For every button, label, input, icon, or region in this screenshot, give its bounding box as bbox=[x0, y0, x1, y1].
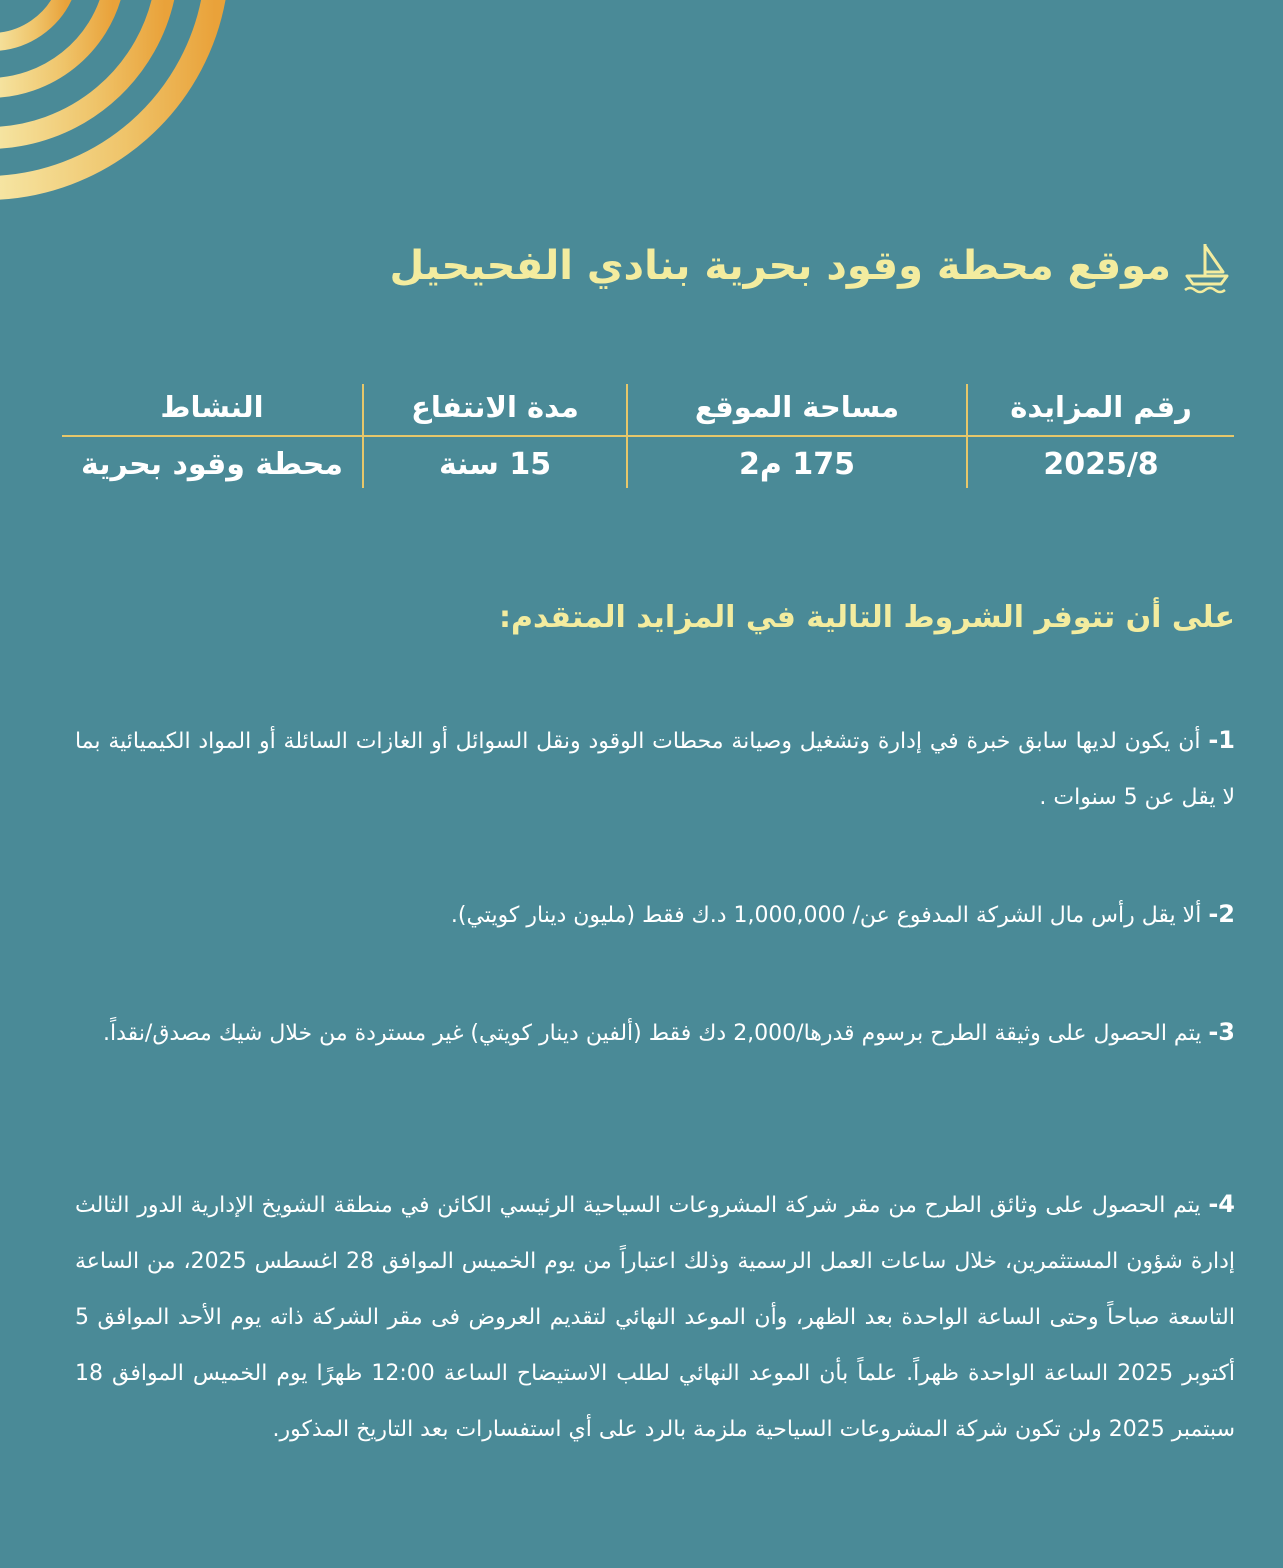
condition-item-2 bbox=[75, 886, 1235, 944]
condition-number: 1- bbox=[1208, 726, 1235, 754]
condition-text: يتم الحصول على وثيقة الطرح برسوم قدرها/2,000 دك فقط (ألفين دينار كويتي) غير مستردة من خلال شيك مصدق/نقداً. bbox=[103, 1021, 1202, 1046]
value-usage-period: 15 سنة bbox=[438, 447, 552, 482]
column-usage-period bbox=[364, 380, 626, 490]
column-activity bbox=[62, 380, 362, 490]
condition-text: ألا يقل رأس مال الشركة المدفوع عن/ 1,000,000 د.ك فقط (مليون دينار كويتي). bbox=[450, 903, 1202, 928]
auction-info-table bbox=[62, 380, 1234, 490]
condition-text: أن يكون لديها سابق خبرة في إدارة وتشغيل وصيانة محطات الوقود ونقل السوائل أو الغازات السائلة أو المواد الكيميائية بما لا يقل عن 5 سنوات . bbox=[75, 729, 1235, 810]
condition-number: 2- bbox=[1208, 900, 1235, 928]
condition-text: يتم الحصول على وثائق الطرح من مقر شركة المشروعات السياحية الرئيسي الكائن في منطقة الشويخ الإدارية الدور الثالث إدارة شؤون المستثمرين، خلال ساعات العمل الرسمية وذلك اعتباراً من يوم الخميس الموافق 28 اغسطس 2025، من الساعة التاسعة صباحاً وحتى الساعة الواحدة بعد الظهر، وأن الموعد النهائي لتقديم العروض فى مقر الشركة ذاته يوم الأحد الموافق 5 أكتوبر 2025 الساعة الواحدة ظهراً. علماً بأن الموعد النهائي لطلب الاستيضاح الساعة 12:00 ظهرًا يوم الخميس الموافق 18 سبتمبر 2025 ولن تكون شركة المشروعات السياحية ملزمة بالرد على أي استفسارات بعد التاريخ المذكور. bbox=[75, 1193, 1235, 1442]
conditions-heading: على أن تتوفر الشروط التالية في المزايد المتقدم: bbox=[498, 600, 1235, 635]
value-site-area: 175 م2 bbox=[739, 447, 855, 482]
page-title: موقع محطة وقود بحرية بنادي الفحيحيل bbox=[389, 243, 1171, 289]
column-auction-number bbox=[968, 380, 1234, 490]
header-site-area: مساحة الموقع bbox=[694, 390, 900, 424]
condition-item-4 bbox=[75, 1176, 1235, 1458]
column-site-area bbox=[628, 380, 966, 490]
arc-logo-icon bbox=[0, 0, 240, 200]
condition-item-3 bbox=[75, 1004, 1235, 1062]
header-activity: النشاط bbox=[160, 390, 264, 424]
value-auction-number: 2025/8 bbox=[1043, 447, 1159, 482]
value-activity: محطة وقود بحرية bbox=[81, 447, 344, 482]
column-divider bbox=[362, 384, 364, 488]
condition-number: 4- bbox=[1208, 1190, 1235, 1218]
header-usage-period: مدة الانتفاع bbox=[411, 390, 579, 424]
title-row bbox=[389, 238, 1235, 294]
header-auction-number: رقم المزايدة bbox=[1010, 390, 1192, 424]
condition-number: 3- bbox=[1208, 1018, 1235, 1046]
condition-item-1 bbox=[75, 712, 1235, 826]
boat-icon bbox=[1179, 238, 1235, 294]
column-divider bbox=[966, 384, 968, 488]
column-divider bbox=[626, 384, 628, 488]
